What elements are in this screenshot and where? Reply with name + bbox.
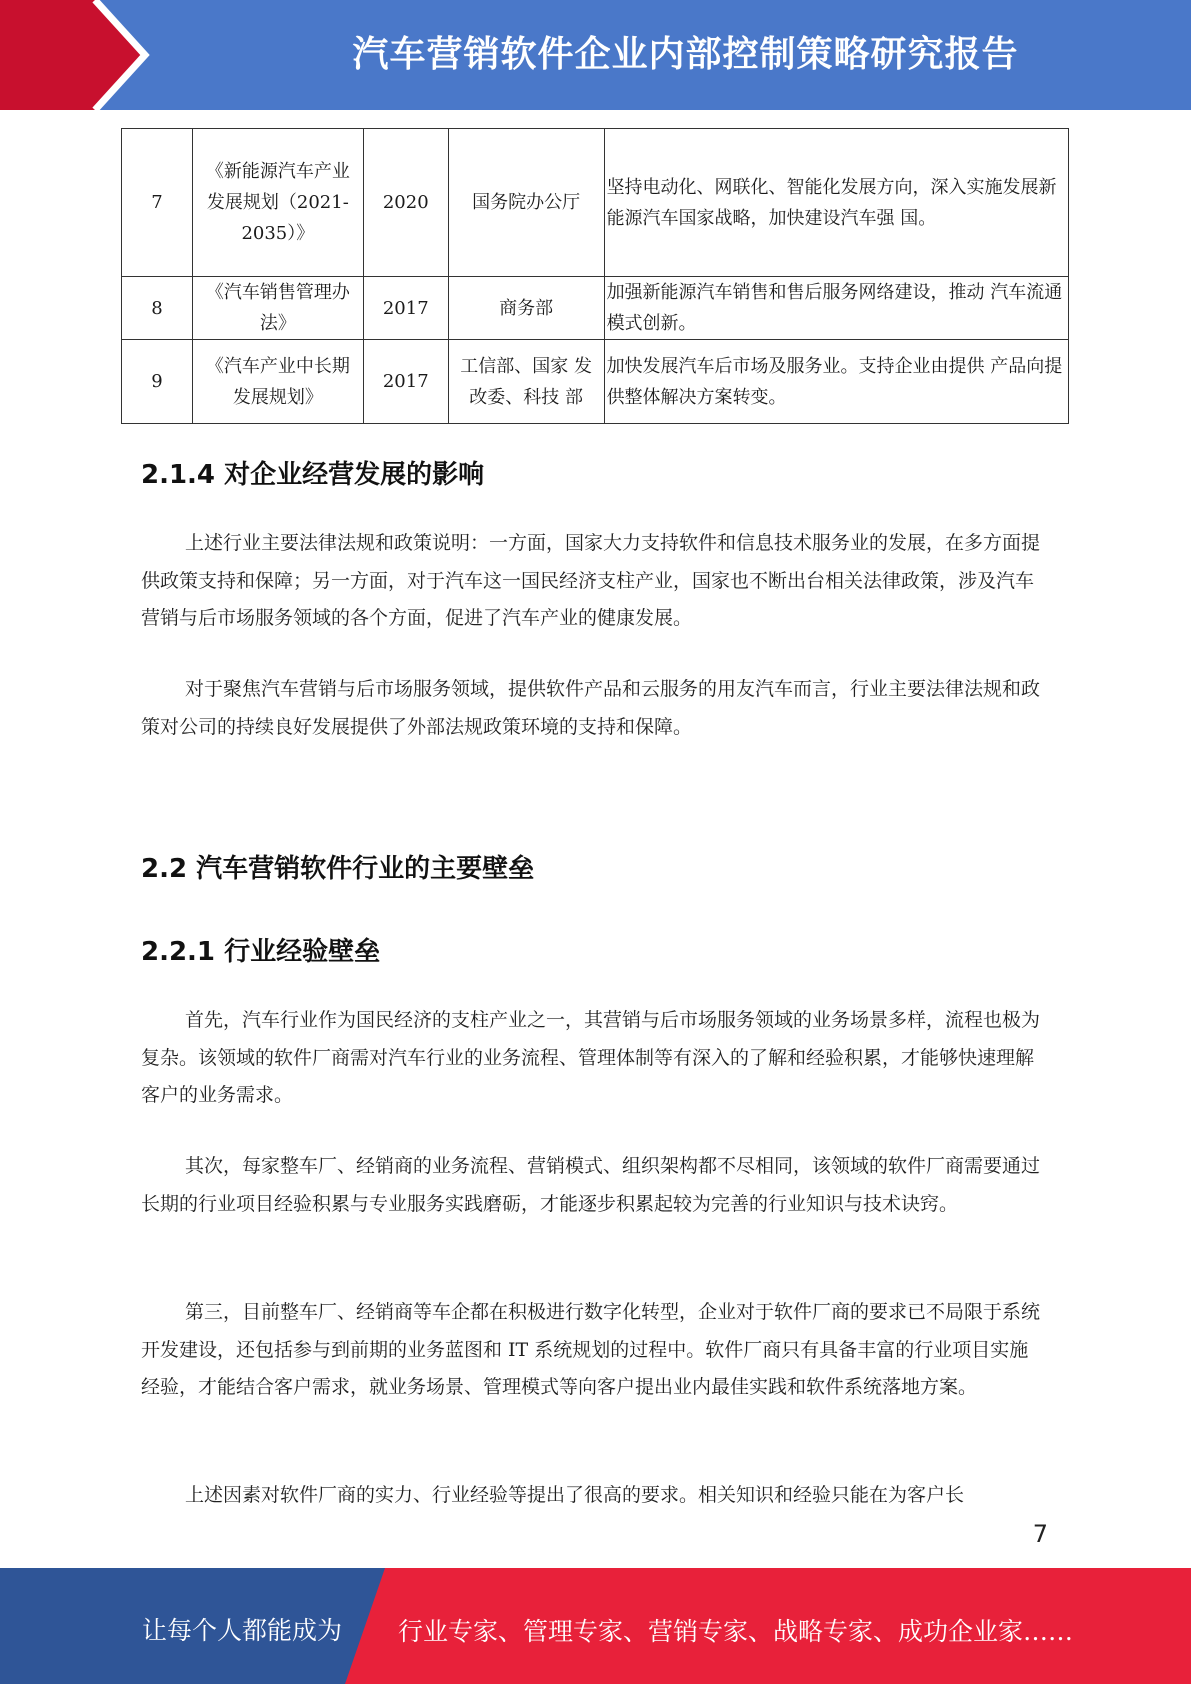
paragraph: 首先，汽车行业作为国民经济的支柱产业之一，其营销与后市场服务领域的业务场景多样，流程也极为复杂。该领域的软件厂商需对汽车行业的业务流程、管理体制等有深入的了解和经验积累，才能够快速理解客户的业务需求。 (141, 1009, 1041, 1106)
footer-slogan-left: 让每个人都能成为 (142, 1616, 343, 1645)
page-number: 7 (1032, 1520, 1048, 1548)
section-heading-2-2-1: 2.2.1 行业经验壁垒 (141, 937, 381, 967)
issuing-department: 商务部 (448, 277, 604, 340)
paragraph: 对于聚焦汽车营销与后市场服务领域，提供软件产品和云服务的用友汽车而言，行业主要法律法规和政策对公司的持续良好发展提供了外部法规政策环境的支持和保障。 (141, 678, 1041, 738)
policy-table (121, 128, 1069, 424)
report-title: 汽车营销软件企业内部控制策略研究报告 (352, 34, 1019, 75)
paragraph: 上述行业主要法律法规和政策说明：一方面，国家大力支持软件和信息技术服务业的发展，在多方面提供政策支持和保障；另一方面，对于汽车这一国民经济支柱产业，国家也不断出台相关法律政策，涉及汽车营销与后市场服务领域的各个方面，促进了汽车产业的健康发展。 (141, 532, 1041, 629)
policy-year: 2020 (363, 129, 448, 277)
policy-name: 《汽车产业中长期发展规划》 (192, 340, 363, 424)
section-heading-2-2: 2.2 汽车营销软件行业的主要壁垒 (141, 854, 535, 884)
policy-year: 2017 (363, 277, 448, 340)
policy-description: 坚持电动化、网联化、智能化发展方向，深入实施发展新能源汽车国家战略，加快建设汽车强 国。 (604, 129, 1068, 277)
policy-description: 加强新能源汽车销售和售后服务网络建设，推动 汽车流通模式创新。 (604, 277, 1068, 340)
paragraph: 上述因素对软件厂商的实力、行业经验等提出了很高的要求。相关知识和经验只能在为客户长 (185, 1484, 965, 1506)
row-number: 7 (122, 129, 193, 277)
row-number: 8 (122, 277, 193, 340)
issuing-department: 国务院办公厅 (448, 129, 604, 277)
policy-year: 2017 (363, 340, 448, 424)
footer-slogan-right: 行业专家、管理专家、营销专家、战略专家、成功企业家…… (398, 1617, 1074, 1646)
policy-description: 加快发展汽车后市场及服务业。支持企业由提供 产品向提供整体解决方案转变。 (604, 340, 1068, 424)
page-footer (0, 1568, 1191, 1684)
section-heading-2-1-4: 2.1.4 对企业经营发展的影响 (141, 460, 485, 490)
policy-name: 《汽车销售管理办法》 (192, 277, 363, 340)
table-row (122, 129, 1069, 277)
row-number: 9 (122, 340, 193, 424)
table-row (122, 277, 1069, 340)
policy-name: 《新能源汽车产业发展规划（2021-2035）》 (192, 129, 363, 277)
issuing-department: 工信部、国家 发改委、科技 部 (448, 340, 604, 424)
page-header (0, 0, 1191, 110)
paragraph: 第三，目前整车厂、经销商等车企都在积极进行数字化转型，企业对于软件厂商的要求已不局限于系统开发建设，还包括参与到前期的业务蓝图和 IT 系统规划的过程中。软件厂商只有具备丰富的行业项目实施经验，才能结合客户需求，就业务场景、管理模式等向客户提出业内最佳实践和软件系统落地方案。 (141, 1301, 1041, 1398)
paragraph: 其次，每家整车厂、经销商的业务流程、营销模式、组织架构都不尽相同，该领域的软件厂商需要通过长期的行业项目经验积累与专业服务实践磨砺，才能逐步积累起较为完善的行业知识与技术诀窍。 (141, 1155, 1041, 1215)
table-row (122, 340, 1069, 424)
header-arrow-decoration (0, 0, 160, 110)
